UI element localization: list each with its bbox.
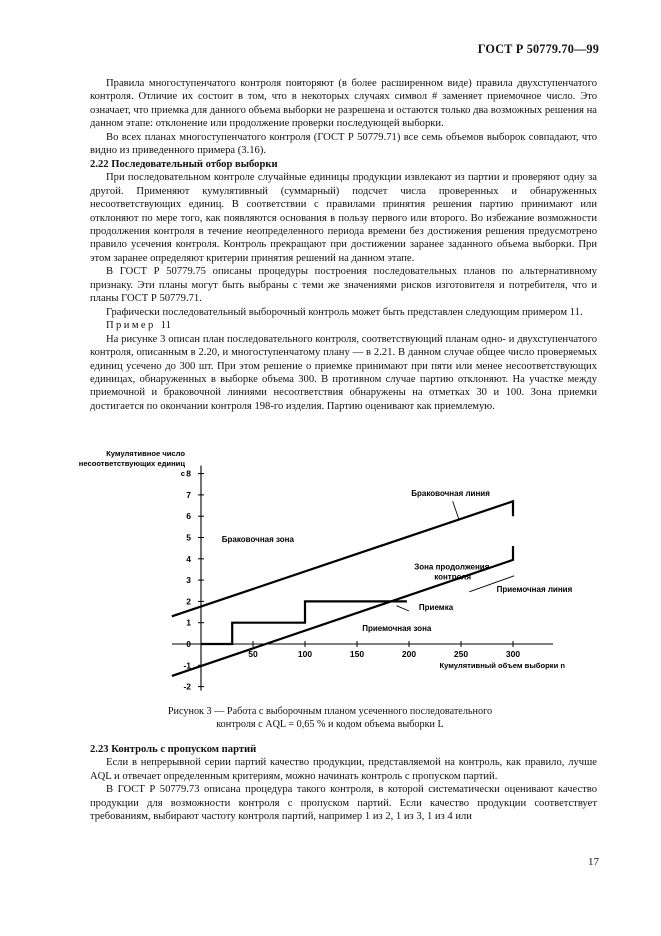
section-number: 2.22 [90, 158, 109, 170]
example-number: 11 [160, 320, 171, 332]
example-label: Пример [106, 320, 156, 332]
x-axis-label: Кумулятивный объем выборки n [439, 661, 565, 670]
series-label-accept: Приемочная линия [496, 584, 573, 594]
x-tick-label: 300 [505, 649, 521, 659]
leader-line [397, 606, 409, 611]
y-tick-label: -2 [183, 681, 191, 692]
document-header: ГОСТ Р 50779.70—99 [477, 42, 599, 56]
y-tick-label: 5 [186, 532, 191, 543]
caption-line-2: контроля с AQL = 0,65 % и кодом объема выборки L [216, 718, 444, 730]
y-tick-label: 7 [186, 489, 191, 500]
paragraph: В ГОСТ Р 50779.75 описаны процедуры построения последовательных планов по альтернативному признаку. Эти планы могут быть выбраны с теми же значениями рисков изготовителя и потребителя, что и планы ГОСТ Р 50779.71. [90, 266, 597, 305]
paragraph: В ГОСТ Р 50779.73 описана процедура такого контроля, в которой систематически оценивают качество продукции для возможности контроля с пропуском партий. Если качество продукции соответствует требованиям, выбирают частоту контроля партий, например 1 из 2, 1 из 3, 1 из 4 или [90, 784, 597, 823]
y-axis-label-line: несоответствующих единиц [78, 459, 185, 468]
section-title: Последовательный отбор выборки [111, 158, 278, 170]
y-tick-label: 8 [186, 468, 191, 479]
y-axis-label-line: Кумулятивное число [106, 449, 185, 458]
series-label-reject: Браковочная линия [411, 488, 490, 498]
x-tick-label: 250 [453, 649, 469, 659]
example-text: На рисунке 3 описан план последовательного контроля, соответствующий планам одно- и двухступенчатого контроля, описанным в 2.20, и многоступенчатому плану — в 2.21. В данном случае общее число проверяемых единиц усечено до 300 шт. При этом решение о приемке принимают при пяти или менее несоответствующих единицах, обнаруженных в выборке объема 300. В противном случае партию отклоняют. На участке между приемочной и браковочной линиями несоответствия обнаружены на отметках 30 и 100. Зона приемки достигается по окончании контроля 198-го изделия. Партию оценивают как приемлемую. [90, 333, 597, 412]
body-text-top [90, 77, 597, 413]
x-tick-label: 150 [349, 649, 365, 659]
paragraph: Графически последовательный выборочный контроль может быть представлен следующим примером 11. [106, 306, 583, 318]
y-axis-label [79, 449, 186, 478]
y-tick-label: 1 [186, 617, 191, 628]
x-tick-label: 200 [401, 649, 417, 659]
zone-label: Зона продолжения [414, 562, 490, 572]
series-line-0 [172, 501, 513, 616]
leader-line [453, 501, 459, 519]
y-tick-label: 2 [186, 596, 191, 607]
x-tick-label: 50 [248, 649, 258, 659]
section-heading-2-22 [90, 158, 597, 171]
section-title: Контроль с пропуском партий [111, 744, 257, 755]
x-tick-label: 100 [297, 649, 313, 659]
body-text-bottom [90, 743, 597, 824]
caption-line-1: Рисунок 3 — Работа с выборочным планом усеченного последовательного [167, 706, 493, 717]
zone-label: Браковочная зона [221, 534, 294, 544]
series-line-2 [201, 601, 407, 644]
paragraph: При последовательном контроле случайные единицы продукции извлекают из партии и проверяют одну за другой. Применяют кумулятивный (суммарный) подсчет числа проверенных и обнаруженных несоответствующих единиц. В соответствии с правилами принятия решения партию принимают или отклоняют по мере того, как появляются основания в пользу первого или второго. Во избежание возможности продолжения контроля в течение неопределенного периода времени без достижения решения предусмотрено правило усечения контроля. Контроль прекращают при достижении заранее заданного объема выборки. При этом заранее определяют критерии принятия решений на данном этапе. [90, 172, 597, 264]
figure-caption [90, 706, 570, 731]
figure-3-chart [78, 443, 590, 703]
zone-label: контроля [434, 572, 472, 582]
series-label-acceptance: Приемка [418, 602, 454, 612]
paragraph: Правила многоступенчатого контроля повторяют (в более расширенном виде) правила двухступенчатого контроля. Отличие их состоит в том, что в некоторых случаях символ # заменяет приемочное число. Это означает, что приемка для данного объема выборки не разрешена и остаются только два возможных решения на данном этапе: отклонение или продолжение проверки последующей выборки. [90, 78, 597, 130]
section-heading-2-23 [90, 743, 597, 756]
y-tick-label: 4 [186, 553, 191, 564]
y-tick-label: -1 [183, 660, 191, 671]
zone-label: Приемочная зона [362, 624, 432, 634]
page-number: 17 [588, 856, 599, 868]
example-heading [90, 319, 597, 332]
paragraph: Если в непрерывной серии партий качество продукции, представляемой на контроль, как правило, лучше AQL и отвечает определенным критериям, можно начинать контроль с пропуском партий. [90, 757, 597, 782]
y-axis-label-line: c [180, 469, 185, 478]
y-tick-label: 3 [186, 575, 191, 586]
sequential-plan-chart [78, 443, 590, 703]
chart-labels [222, 489, 573, 670]
y-tick-label: 0 [186, 639, 191, 649]
y-tick-label: 6 [186, 511, 191, 522]
section-number: 2.23 [90, 744, 109, 755]
paragraph: Во всех планах многоступенчатого контроля (ГОСТ Р 50779.71) все семь объемов выборок совпадают, что видно из приведенного примера (3.16). [90, 131, 597, 157]
